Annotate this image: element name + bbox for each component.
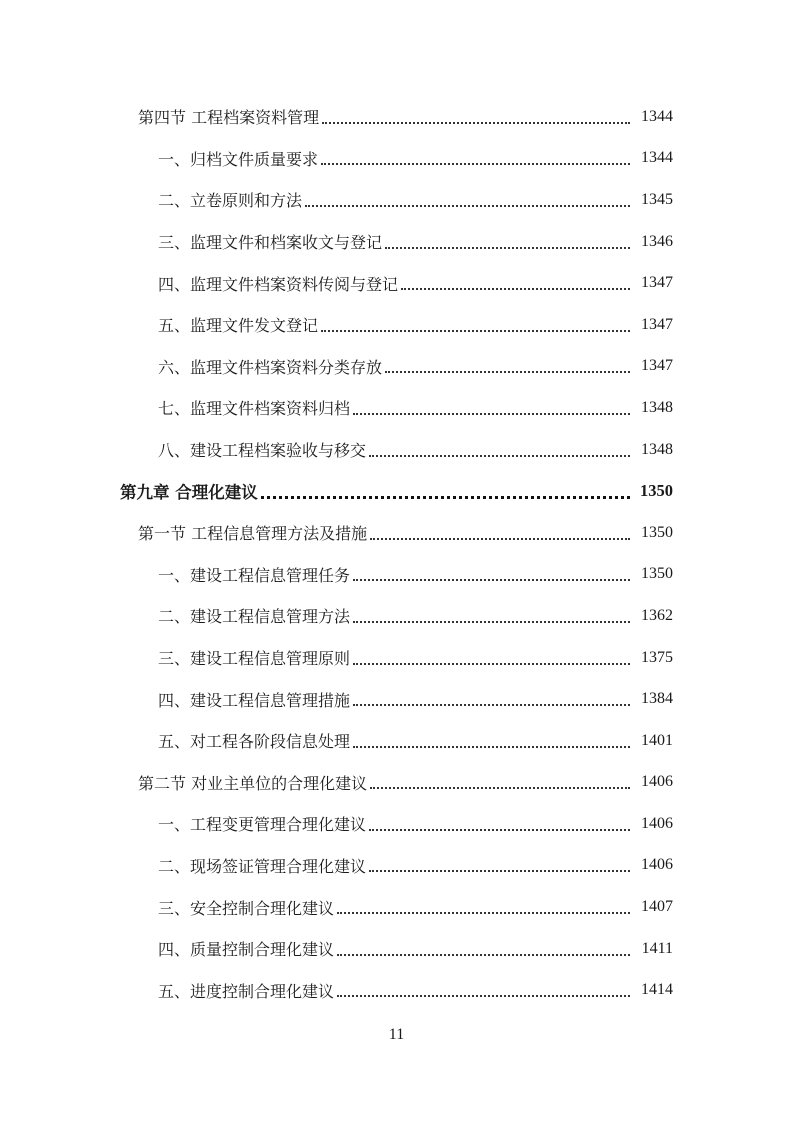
toc-entry-label: 三、监理文件和档案收文与登记 — [158, 233, 383, 253]
toc-dot-leader — [353, 746, 630, 748]
toc-section-entry[interactable] — [0, 762, 793, 804]
toc-dot-leader — [337, 912, 630, 914]
toc-dot-leader — [261, 496, 630, 499]
toc-subsection-entry[interactable] — [0, 138, 793, 180]
toc-entry-page-number: 1345 — [641, 190, 673, 208]
toc-entry-label: 一、归档文件质量要求 — [158, 149, 319, 169]
toc-subsection-entry[interactable] — [0, 221, 793, 263]
toc-entry-page-number: 1350 — [641, 565, 673, 583]
toc-entry-label: 三、安全控制合理化建议 — [158, 898, 335, 918]
toc-entry-label: 四、质量控制合理化建议 — [158, 940, 335, 960]
toc-dot-leader — [401, 288, 630, 290]
toc-entry-label: 二、现场签证管理合理化建议 — [158, 856, 367, 876]
toc-dot-leader — [369, 829, 630, 831]
toc-chapter-entry[interactable] — [0, 470, 793, 512]
toc-dot-leader — [322, 122, 630, 124]
toc-entry-page-number: 1348 — [641, 398, 673, 416]
toc-subsection-entry[interactable] — [0, 554, 793, 596]
toc-subsection-entry[interactable] — [0, 262, 793, 304]
toc-subsection-entry[interactable] — [0, 928, 793, 970]
toc-entry-page-number: 1350 — [641, 523, 673, 541]
toc-entry-label: 第一节 工程信息管理方法及措施 — [138, 524, 368, 544]
toc-entry-page-number: 1384 — [641, 690, 673, 708]
toc-dot-leader — [370, 538, 630, 540]
toc-entry-page-number: 1344 — [641, 149, 673, 167]
toc-section-entry[interactable] — [0, 96, 793, 138]
toc-subsection-entry[interactable] — [0, 179, 793, 221]
toc-entry-label: 一、建设工程信息管理任务 — [158, 565, 351, 585]
toc-dot-leader — [353, 621, 630, 623]
toc-entry-page-number: 1414 — [641, 981, 673, 999]
toc-subsection-entry[interactable] — [0, 304, 793, 346]
toc-entry-page-number: 1401 — [641, 731, 673, 749]
toc-subsection-entry[interactable] — [0, 429, 793, 471]
toc-subsection-entry[interactable] — [0, 346, 793, 388]
toc-entry-label: 二、建设工程信息管理方法 — [158, 607, 351, 627]
toc-section-entry[interactable] — [0, 512, 793, 554]
toc-dot-leader — [353, 413, 630, 415]
toc-entry-page-number: 1406 — [641, 856, 673, 874]
toc-entry-page-number: 1347 — [641, 315, 673, 333]
toc-dot-leader — [353, 579, 630, 581]
toc-entry-label: 第九章 合理化建议 — [120, 483, 258, 503]
toc-dot-leader — [305, 205, 630, 207]
toc-subsection-entry[interactable] — [0, 969, 793, 1011]
toc-entry-page-number: 1407 — [641, 898, 673, 916]
toc-entry-label: 五、对工程各阶段信息处理 — [158, 732, 351, 752]
toc-dot-leader — [337, 954, 630, 956]
toc-entry-label: 七、监理文件档案资料归档 — [158, 399, 351, 419]
toc-subsection-entry[interactable] — [0, 886, 793, 928]
toc-subsection-entry[interactable] — [0, 595, 793, 637]
toc-entry-label: 五、监理文件发文登记 — [158, 316, 319, 336]
toc-entry-label: 四、监理文件档案资料传阅与登记 — [158, 274, 399, 294]
toc-subsection-entry[interactable] — [0, 720, 793, 762]
toc-entry-page-number: 1406 — [641, 773, 673, 791]
toc-subsection-entry[interactable] — [0, 387, 793, 429]
toc-subsection-entry[interactable] — [0, 803, 793, 845]
toc-dot-leader — [370, 787, 630, 789]
toc-entry-label: 一、工程变更管理合理化建议 — [158, 815, 367, 835]
toc-entry-page-number: 1347 — [641, 357, 673, 375]
toc-subsection-entry[interactable] — [0, 845, 793, 887]
toc-dot-leader — [369, 870, 630, 872]
toc-dot-leader — [337, 995, 630, 997]
toc-dot-leader — [353, 663, 630, 665]
toc-entry-label: 三、建设工程信息管理原则 — [158, 649, 351, 669]
toc-entry-label: 第二节 对业主单位的合理化建议 — [138, 773, 368, 793]
table-of-contents — [0, 96, 793, 1011]
toc-dot-leader — [385, 247, 630, 249]
toc-dot-leader — [385, 371, 630, 373]
toc-entry-page-number: 1350 — [640, 481, 673, 501]
toc-entry-label: 五、进度控制合理化建议 — [158, 981, 335, 1001]
toc-entry-page-number: 1406 — [641, 814, 673, 832]
toc-entry-label: 二、立卷原则和方法 — [158, 191, 303, 211]
toc-entry-page-number: 1375 — [641, 648, 673, 666]
toc-entry-label: 四、建设工程信息管理措施 — [158, 690, 351, 710]
toc-dot-leader — [321, 330, 630, 332]
toc-entry-page-number: 1411 — [641, 939, 673, 957]
toc-entry-label: 八、建设工程档案验收与移交 — [158, 441, 367, 461]
toc-entry-page-number: 1362 — [641, 606, 673, 624]
page-number: 11 — [388, 1026, 405, 1043]
toc-subsection-entry[interactable] — [0, 637, 793, 679]
toc-dot-leader — [321, 163, 630, 165]
toc-entry-page-number: 1344 — [641, 107, 673, 125]
toc-entry-page-number: 1346 — [641, 232, 673, 250]
toc-entry-label: 第四节 工程档案资料管理 — [138, 108, 320, 128]
toc-dot-leader — [353, 704, 630, 706]
toc-dot-leader — [369, 455, 630, 457]
toc-entry-page-number: 1347 — [641, 274, 673, 292]
toc-entry-label: 六、监理文件档案资料分类存放 — [158, 357, 383, 377]
toc-entry-page-number: 1348 — [641, 440, 673, 458]
toc-subsection-entry[interactable] — [0, 678, 793, 720]
